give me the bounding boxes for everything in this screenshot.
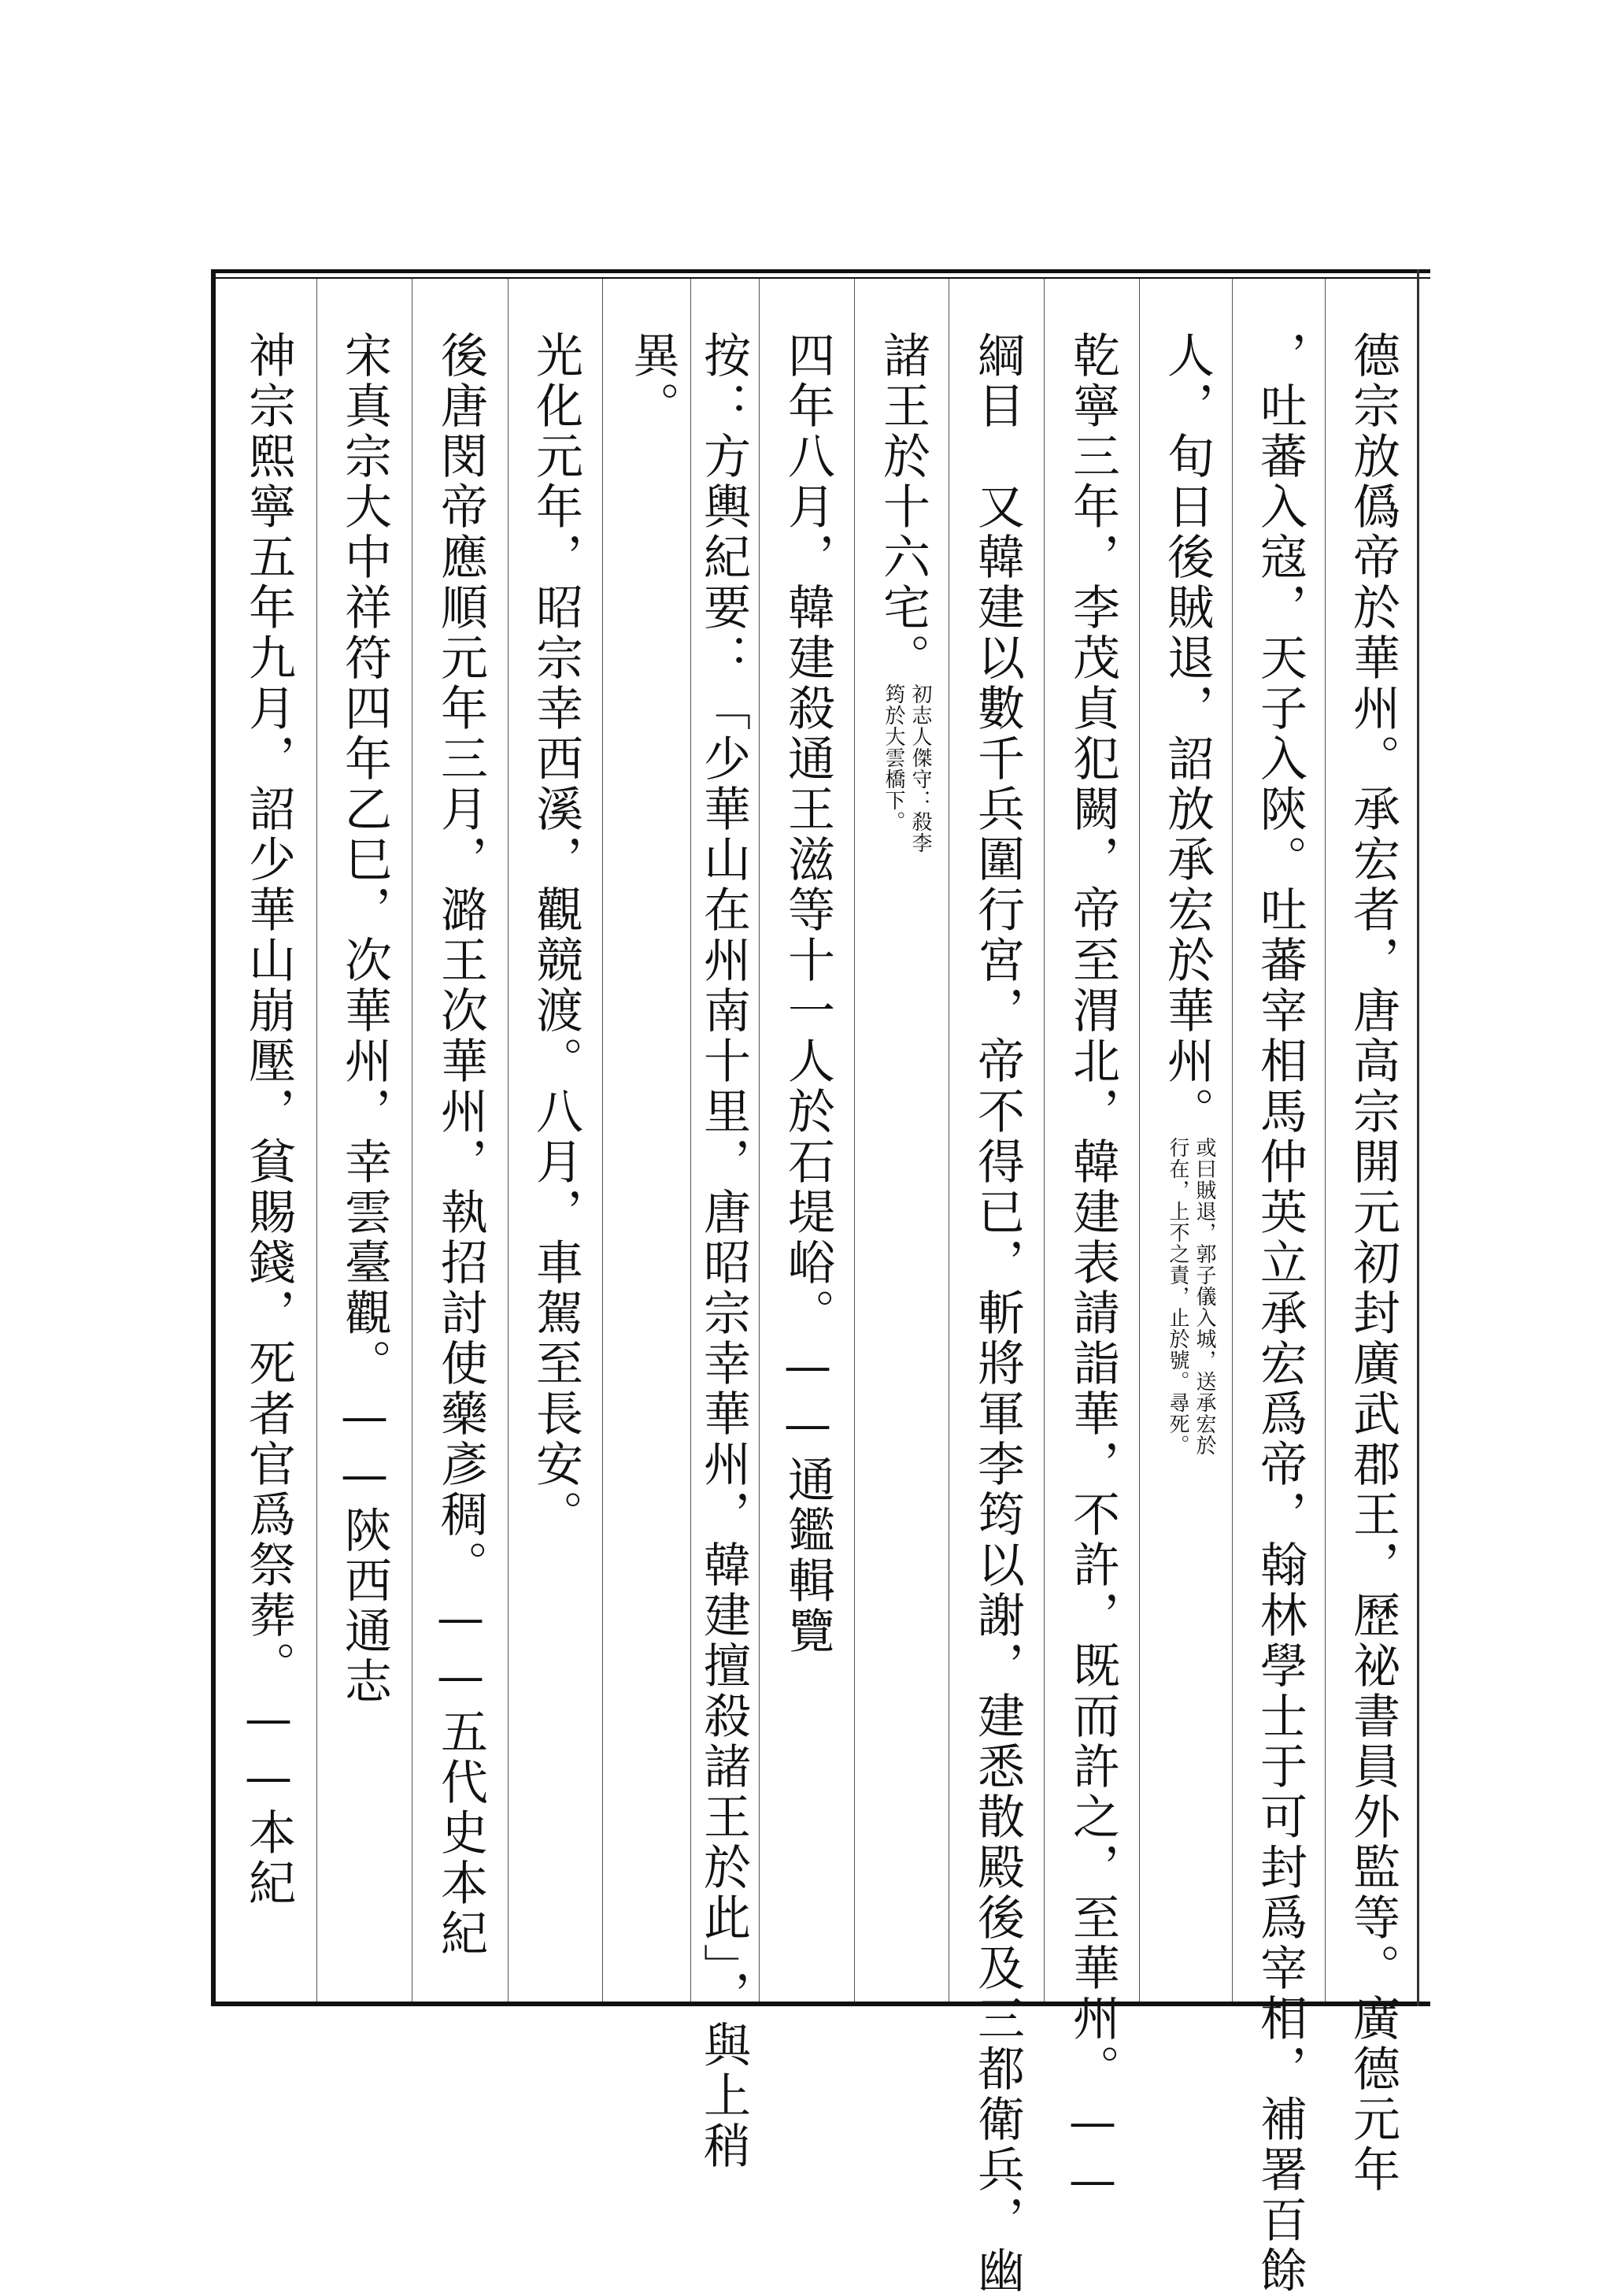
text-column-7 xyxy=(777,331,838,1657)
text-column-10 xyxy=(525,331,586,1540)
column-text: 異。 xyxy=(625,331,680,431)
column-text: 諸王於十六宅。 xyxy=(875,331,930,683)
inline-annotation xyxy=(880,683,934,854)
column-rule xyxy=(508,279,509,2002)
column-text: 人，旬日後賊退，詔放承宏於華州。 xyxy=(1160,331,1215,1137)
text-column-4 xyxy=(1062,331,1123,2211)
column-text: 後唐閔帝應順元年三月，潞王次華州，執招討使藥彥稠。——五代史本紀 xyxy=(433,331,488,1959)
annotation-line: 筠於大雲橋下。 xyxy=(882,683,905,832)
column-text: ，吐蕃入寇，天子入陝。吐蕃宰相馬仲英立承宏爲帝，翰林學士于可封爲宰相，補署百餘 xyxy=(1252,331,1307,2296)
text-column-11 xyxy=(430,331,491,1959)
column-rule xyxy=(759,279,760,2002)
text-column-3 xyxy=(1156,331,1218,1456)
column-text: 德宗放僞帝於華州。承宏者，唐高宗開元初封廣武郡王，歷祕書員外監等。廣德元年 xyxy=(1345,331,1400,2195)
column-rule xyxy=(1325,279,1326,2002)
column-text: 宋真宗大中祥符四年乙巳，次華州，幸雲臺觀。——陝西通志 xyxy=(337,331,392,1707)
column-rule xyxy=(602,279,603,2002)
page-frame-bottom-rule xyxy=(214,2002,1430,2006)
text-column-9 xyxy=(622,331,683,431)
column-rule xyxy=(316,279,317,2002)
text-column-6 xyxy=(872,331,934,854)
page-frame-right-rule xyxy=(1417,269,1419,2006)
text-column-13 xyxy=(238,331,299,1909)
annotation-line: 行在，上不之責，止於號。尋死。 xyxy=(1166,1137,1189,1456)
inline-annotation xyxy=(1164,1137,1218,1456)
page-frame-top-inner-rule xyxy=(214,277,1430,279)
page-frame-left-rule xyxy=(211,269,216,2006)
text-column-1 xyxy=(1342,331,1404,2195)
annotation-line: 或曰賊退，郭子儀入城，送承宏於 xyxy=(1193,1137,1216,1456)
column-text: 乾寧三年，李茂貞犯闕，帝至渭北，韓建表請詣華，不許，既而許之，至華州。—— xyxy=(1065,331,1120,2211)
column-text: 光化元年，昭宗幸西溪，觀競渡。八月，車駕至長安。 xyxy=(528,331,583,1540)
text-column-12 xyxy=(334,331,395,1707)
text-column-5 xyxy=(967,331,1028,2296)
column-text: 按：方輿紀要：「少華山在州南十里，唐昭宗幸華州，韓建擅殺諸王於此」，與上稍 xyxy=(696,331,751,2172)
column-rule xyxy=(1232,279,1233,2002)
text-column-2 xyxy=(1249,331,1311,2296)
column-text: 綱目 又韓建以數千兵圍行宮，帝不得已，斬將軍李筠以謝，建悉散殿後及三都衛兵，幽 xyxy=(970,331,1025,2296)
column-rule xyxy=(1139,279,1140,2002)
annotation-line: 初志人傑守：殺李 xyxy=(908,683,932,854)
text-column-8 xyxy=(693,331,754,2172)
column-text: 四年八月，韓建殺通王滋等十一人於石堤峪。——通鑑輯覽 xyxy=(780,331,835,1657)
column-rule xyxy=(690,279,691,2002)
column-rule xyxy=(1044,279,1045,2002)
page-frame-top-rule xyxy=(214,269,1430,273)
column-text: 神宗熙寧五年九月，詔少華山崩壓，貧賜錢，死者官爲祭葬。——本紀 xyxy=(241,331,296,1909)
column-rule xyxy=(854,279,855,2002)
